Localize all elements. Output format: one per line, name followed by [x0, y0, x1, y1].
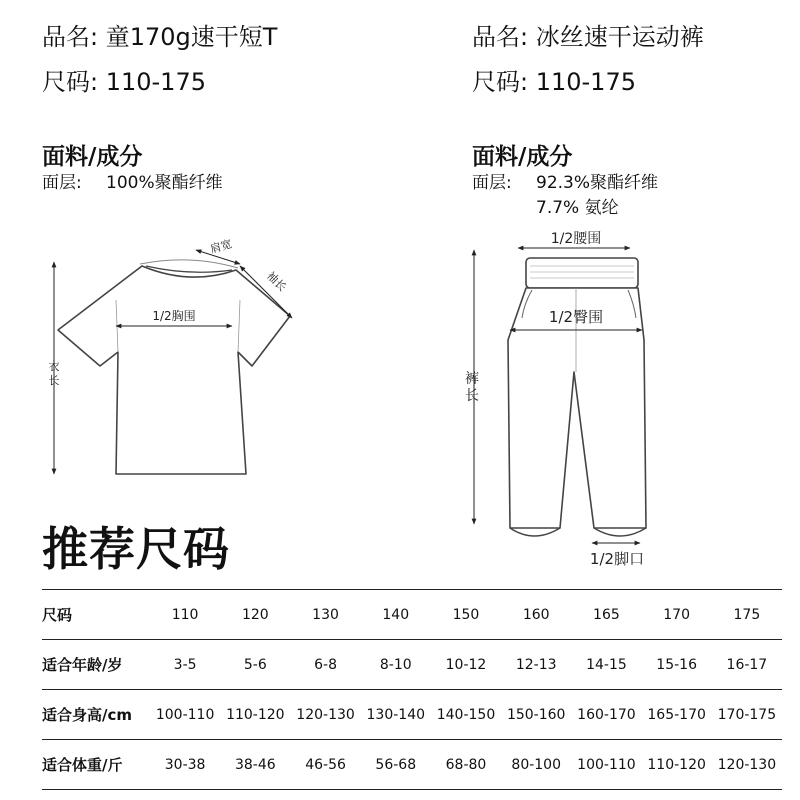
table-cell: 130-140 [361, 690, 431, 740]
table-cell: 110-120 [220, 690, 290, 740]
table-cell: 120-130 [712, 740, 782, 790]
table-cell: 165 [571, 590, 641, 640]
right-fabric-label: 面层: [472, 173, 512, 193]
table-cell: 140 [361, 590, 431, 640]
tshirt-length-label-top: 衣 [48, 360, 60, 373]
tshirt-length-label-bottom: 长 [48, 374, 60, 387]
pants-length-label-bottom: 长 [465, 388, 479, 404]
left-fabric-heading: 面料/成分 [42, 144, 143, 170]
hip-width-label: 1/2臀围 [548, 308, 604, 326]
table-cell: 8-10 [361, 640, 431, 690]
left-fabric-label: 面层: [42, 173, 82, 193]
table-cell: 160 [501, 590, 571, 640]
recommend-size-title: 推荐尺码 [42, 522, 230, 576]
table-cell: 170 [642, 590, 712, 640]
left-product-size-range: 尺码: 110-175 [42, 68, 206, 96]
row-header: 适合年龄/岁 [42, 640, 150, 690]
right-fabric-line-2: 7.7% 氨纶 [536, 198, 619, 218]
left-product-name: 品名: 童170g速干短T [42, 23, 278, 51]
table-cell: 130 [290, 590, 360, 640]
table-cell: 100-110 [571, 740, 641, 790]
table-cell: 68-80 [431, 740, 501, 790]
row-header: 尺码 [42, 590, 150, 640]
left-fabric-line-1: 100%聚酯纤维 [106, 173, 223, 193]
pants-cuff-right [594, 528, 646, 536]
right-fabric-line-1: 92.3%聚酯纤维 [536, 173, 659, 193]
table-cell: 46-56 [290, 740, 360, 790]
pants-waistband [526, 258, 638, 288]
waist-width-label: 1/2腰围 [550, 231, 602, 247]
shoulder-width-label: 肩宽 [208, 237, 234, 256]
pants-length-label-top: 裤 [465, 371, 479, 387]
table-row [42, 590, 782, 640]
table-row [42, 740, 782, 790]
table-cell: 160-170 [571, 690, 641, 740]
table-cell: 3-5 [150, 640, 220, 690]
table-cell: 80-100 [501, 740, 571, 790]
row-header: 适合身高/cm [42, 690, 150, 740]
right-product-name: 品名: 冰丝速干运动裤 [472, 23, 704, 51]
table-cell: 5-6 [220, 640, 290, 690]
table-cell: 38-46 [220, 740, 290, 790]
table-cell: 110 [150, 590, 220, 640]
table-cell: 10-12 [431, 640, 501, 690]
table-cell: 14-15 [571, 640, 641, 690]
size-table [42, 589, 782, 790]
table-cell: 16-17 [712, 640, 782, 690]
table-cell: 120 [220, 590, 290, 640]
hem-width-label: 1/2脚口 [589, 550, 645, 568]
table-row [42, 690, 782, 740]
table-cell: 15-16 [642, 640, 712, 690]
table-cell: 110-120 [642, 740, 712, 790]
table-cell: 140-150 [431, 690, 501, 740]
table-cell: 100-110 [150, 690, 220, 740]
right-fabric-heading: 面料/成分 [472, 144, 573, 170]
table-cell: 175 [712, 590, 782, 640]
table-cell: 150-160 [501, 690, 571, 740]
table-row [42, 640, 782, 690]
table-cell: 120-130 [290, 690, 360, 740]
table-cell: 165-170 [642, 690, 712, 740]
sleeve-length-label: 袖长 [264, 269, 289, 294]
table-cell: 30-38 [150, 740, 220, 790]
right-product-size-range: 尺码: 110-175 [472, 68, 636, 96]
chest-width-label: 1/2胸围 [152, 309, 196, 323]
table-cell: 56-68 [361, 740, 431, 790]
table-cell: 170-175 [712, 690, 782, 740]
pants-cuff-left [510, 528, 560, 536]
table-cell: 150 [431, 590, 501, 640]
table-cell: 12-13 [501, 640, 571, 690]
row-header: 适合体重/斤 [42, 740, 150, 790]
table-cell: 6-8 [290, 640, 360, 690]
